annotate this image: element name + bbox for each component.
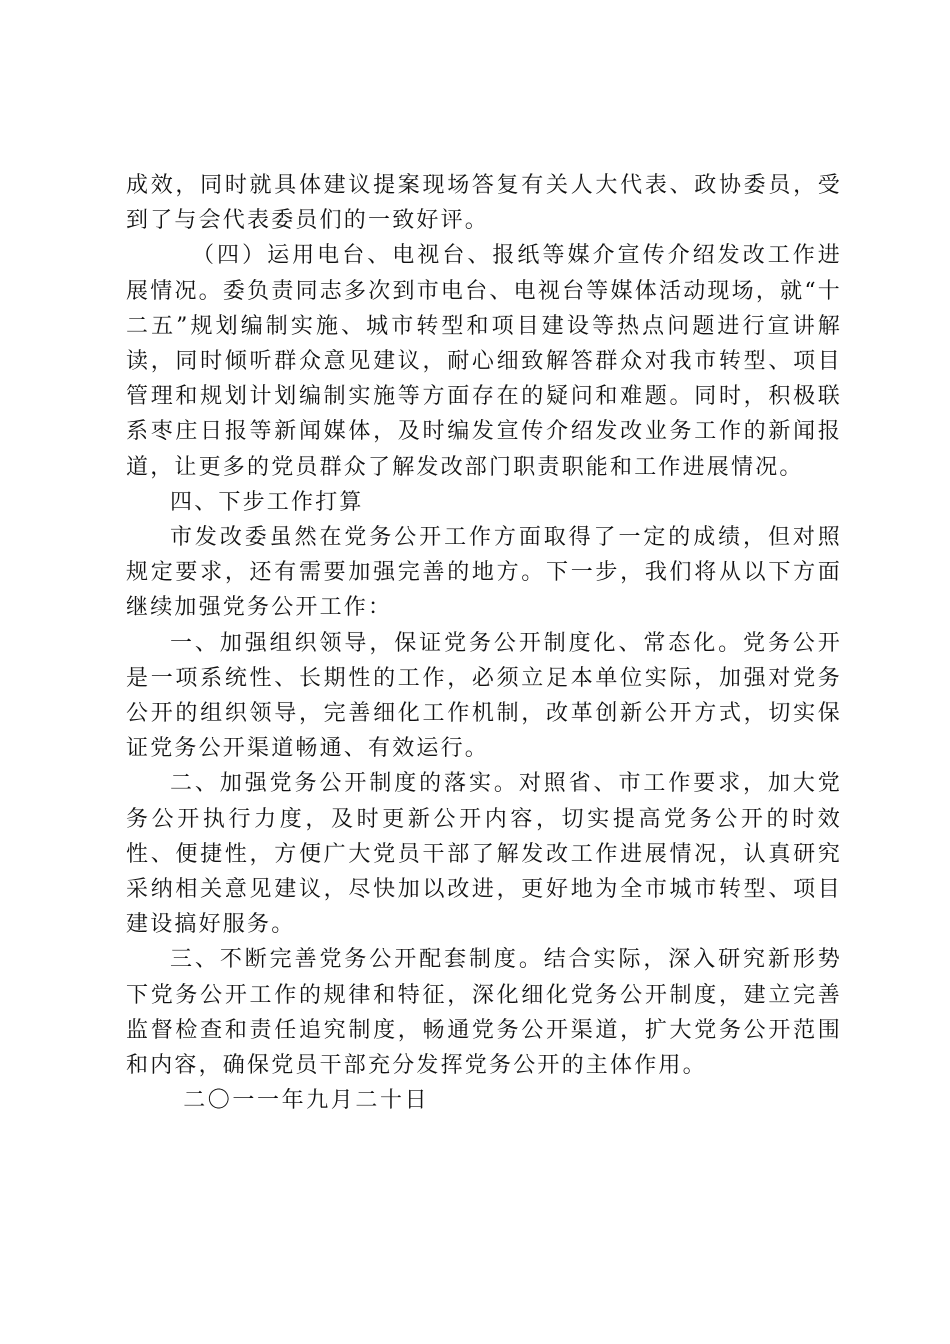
document-body — [126, 168, 842, 1118]
section-heading-next-steps: 四、下步工作打算 — [170, 489, 364, 515]
paragraph-item-two: 二、加强党务公开制度的落实。对照省、市工作要求，加大党务公开执行力度，及时更新公开内容，切实提高党务公开的时效性、便捷性，方便广大党员干部了解发改工作进展情况，认真研究采纳相关意见建议，尽快加以改进，更好地为全市城市转型、项目建设搞好服务。 — [126, 771, 842, 938]
paragraph-media-publicity: （四）运用电台、电视台、报纸等媒介宣传介绍发改工作进展情况。委负责同志多次到市电台、电视台等媒体活动现场，就“十二五”规划编制实施、城市转型和项目建设等热点问题进行宣讲解读，同时倾听群众意见建议，耐心细致解答群众对我市转型、项目管理和规划计划编制实施等方面存在的疑问和难题。同时，积极联系枣庄日报等新闻媒体，及时编发宣传介绍发改业务工作的新闻报道，让更多的党员群众了解发改部门职责职能和工作进展情况。 — [126, 243, 842, 480]
document-date: 二〇一一年九月二十日 — [183, 1088, 430, 1114]
paragraph-continuation: 成效，同时就具体建议提案现场答复有关人大代表、政协委员，受到了与会代表委员们的一致好评。 — [126, 173, 842, 234]
paragraph-item-one: 一、加强组织领导，保证党务公开制度化、常态化。党务公开是一项系统性、长期性的工作，必须立足本单位实际，加强对党务公开的组织领导，完善细化工作机制，改革创新公开方式，切实保证党务公开渠道畅通、有效运行。 — [126, 630, 842, 762]
paragraph-item-three: 三、不断完善党务公开配套制度。结合实际，深入研究新形势下党务公开工作的规律和特征，深化细化党务公开制度，建立完善监督检查和责任追究制度，畅通党务公开渠道，扩大党务公开范围和内容，确保党员干部充分发挥党务公开的主体作用。 — [126, 947, 842, 1079]
paragraph-next-steps-intro: 市发改委虽然在党务公开工作方面取得了一定的成绩，但对照规定要求，还有需要加强完善的地方。下一步，我们将从以下方面继续加强党务公开工作： — [126, 525, 842, 621]
